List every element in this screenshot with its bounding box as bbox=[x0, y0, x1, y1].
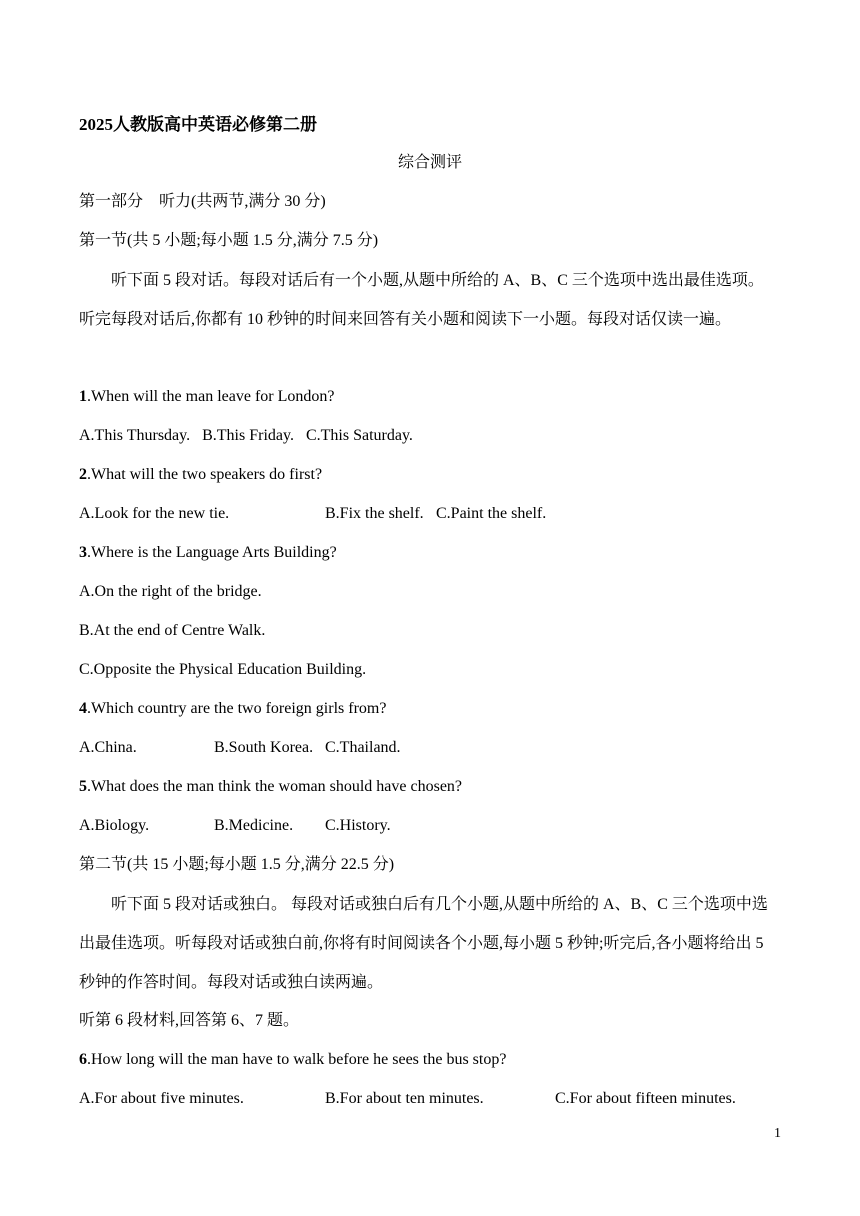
question-number: 2 bbox=[79, 466, 87, 483]
document-subtitle: 综合测评 bbox=[397, 154, 462, 171]
option-a: A.This Thursday. bbox=[79, 427, 191, 444]
option-c: C.Opposite the Physical Education Building. bbox=[79, 661, 367, 678]
question-number: 1 bbox=[79, 388, 87, 405]
part1-heading: 第一部分 听力(共两节,满分 30 分) bbox=[79, 193, 326, 210]
section2-instructions: 听下面 5 段对话或独白。 每段对话或独白后有几个小题,从题中所给的 A、B、C 三个选项中选出最佳选项。听每段对话或独白前,你将有时间阅读各个小题,每小题 5 秒钟;听完后,各小题将给出 5 秒钟的作答时间。每段对话或独白读两遍。 bbox=[79, 896, 768, 991]
question-text: .What does the man think the woman should have chosen? bbox=[87, 778, 463, 795]
option-a: A.China. bbox=[79, 739, 137, 756]
question-text: .Which country are the two foreign girls from? bbox=[87, 700, 387, 717]
question-2-options bbox=[79, 504, 779, 524]
question-6 bbox=[79, 1050, 506, 1070]
option-a: A.Biology. bbox=[79, 817, 150, 834]
option-b: B.At the end of Centre Walk. bbox=[79, 622, 266, 639]
question-text: .When will the man leave for London? bbox=[87, 388, 335, 405]
option-c: C.This Saturday. bbox=[305, 427, 413, 444]
question-5 bbox=[79, 777, 462, 797]
question-number: 3 bbox=[79, 544, 87, 561]
question-text: .How long will the man have to walk before he sees the bus stop? bbox=[87, 1051, 507, 1068]
question-number: 5 bbox=[79, 778, 87, 795]
question-text: .Where is the Language Arts Building? bbox=[87, 544, 337, 561]
option-c: C.History. bbox=[325, 817, 391, 834]
material-6-heading: 听第 6 段材料,回答第 6、7 题。 bbox=[79, 1012, 300, 1029]
question-4 bbox=[79, 699, 386, 719]
question-number: 6 bbox=[79, 1051, 87, 1068]
question-number: 4 bbox=[79, 700, 87, 717]
question-text: .What will the two speakers do first? bbox=[87, 466, 323, 483]
question-3 bbox=[79, 543, 337, 563]
section1-heading: 第一节(共 5 小题;每小题 1.5 分,满分 7.5 分) bbox=[79, 232, 379, 249]
question-1-options bbox=[79, 426, 413, 446]
option-c: C.Paint the shelf. bbox=[436, 505, 547, 522]
page-number: 1 bbox=[774, 1126, 781, 1141]
section1-instructions: 听下面 5 段对话。每段对话后有一个小题,从题中所给的 A、B、C 三个选项中选出最佳选项。听完每段对话后,你都有 10 秒钟的时间来回答有关小题和阅读下一小题。每段对话仅读一遍。 bbox=[79, 272, 764, 328]
document-title: 2025人教版高中英语必修第二册 bbox=[79, 115, 317, 134]
question-4-options bbox=[79, 738, 779, 758]
option-b: B.Medicine. bbox=[214, 817, 294, 834]
question-2 bbox=[79, 465, 322, 485]
section2-heading: 第二节(共 15 小题;每小题 1.5 分,满分 22.5 分) bbox=[79, 856, 395, 873]
option-a: A.Look for the new tie. bbox=[79, 505, 230, 522]
question-5-options bbox=[79, 816, 779, 836]
option-b: B.For about ten minutes. bbox=[325, 1090, 484, 1107]
option-b: B.South Korea. bbox=[214, 739, 314, 756]
option-c: C.For about fifteen minutes. bbox=[555, 1090, 736, 1107]
option-c: C.Thailand. bbox=[325, 739, 401, 756]
option-b: B.This Friday. bbox=[202, 427, 294, 444]
option-b: B.Fix the shelf. bbox=[325, 505, 424, 522]
question-1 bbox=[79, 387, 334, 407]
question-6-options bbox=[79, 1089, 779, 1109]
option-a: A.On the right of the bridge. bbox=[79, 583, 262, 600]
option-a: A.For about five minutes. bbox=[79, 1090, 244, 1107]
